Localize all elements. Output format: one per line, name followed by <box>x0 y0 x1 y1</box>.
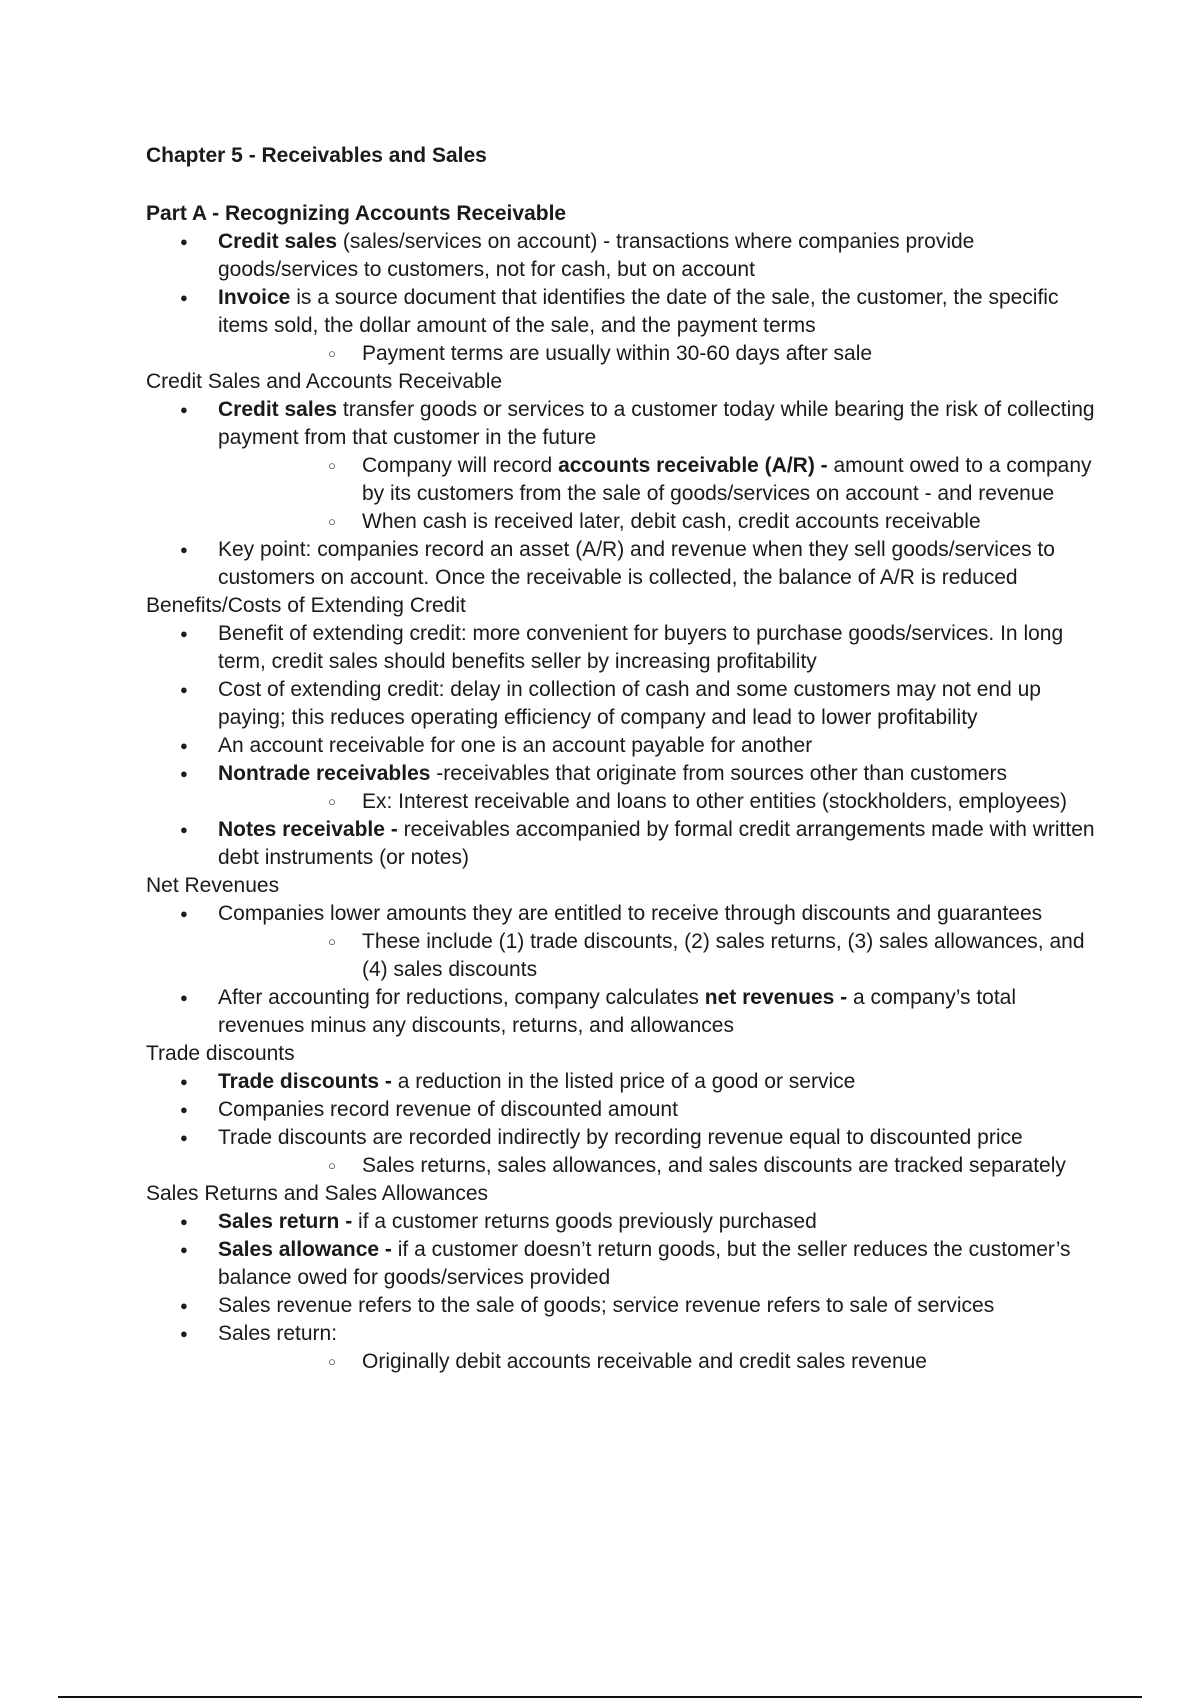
list-item-text: is a source document that identifies the date of the sale, the customer, the specific items sold, the dollar amount of the sale, and the payment terms <box>218 286 1059 337</box>
list-item <box>146 816 1106 872</box>
list-item <box>146 1068 1106 1096</box>
section-heading-benefits-costs: Benefits/Costs of Extending Credit <box>146 594 466 617</box>
sub-list-item: ○ Payment terms are usually within 30-60 days after sale <box>218 340 1106 368</box>
sub-list-item: ○ Sales returns, sales allowances, and sales discounts are tracked separately <box>218 1152 1106 1180</box>
list-item <box>146 1236 1106 1292</box>
sub-list-item-text: amount owed to a company by its customers from the sale of goods/services on account - and revenue <box>362 454 1092 505</box>
sub-list-item <box>218 452 1106 508</box>
list-item-text: After accounting for reductions, company calculates <box>218 986 705 1009</box>
sub-list <box>218 928 1106 984</box>
part-a-title: Part A - Recognizing Accounts Receivable <box>146 202 567 225</box>
list-item: ● Companies record revenue of discounted amount <box>146 1096 1106 1124</box>
list-item <box>146 1208 1106 1236</box>
list-item <box>146 1124 1106 1180</box>
list-item: ● Sales revenue refers to the sale of goods; service revenue refers to sale of services <box>146 1292 1106 1320</box>
section-heading-trade-discounts: Trade discounts <box>146 1042 295 1065</box>
sub-list <box>218 1348 1106 1376</box>
list-item-text: if a customer doesn’t return goods, but the seller reduces the customer’s balance owed for goods/services provided <box>218 1238 1071 1289</box>
list-item: ● Cost of extending credit: delay in collection of cash and some customers may not end up paying; this reduces operating efficiency of company and lead to lower profitability <box>146 676 1106 732</box>
sub-list-item: ○ When cash is received later, debit cash, credit accounts receivable <box>218 508 1106 536</box>
term-net-revenues: net revenues - <box>704 986 848 1009</box>
term-credit-sales: Credit sales <box>218 398 338 421</box>
list-item-text: a company’s total revenues minus any discounts, returns, and allowances <box>218 986 1017 1037</box>
sales-returns-list <box>146 1208 1106 1376</box>
document-page <box>146 142 1106 1376</box>
term-trade-discounts: Trade discounts - <box>218 1070 392 1093</box>
part-a-list <box>146 228 1106 368</box>
sub-list-item-text: Company will record <box>362 454 559 477</box>
list-item-text: transfer goods or services to a customer today while bearing the risk of collecting payment from that customer in the future <box>218 398 1095 449</box>
list-item <box>146 396 1106 536</box>
list-item <box>146 228 1106 284</box>
term-nontrade-receivables: Nontrade receivables <box>218 762 431 785</box>
sub-list <box>218 340 1106 368</box>
bottom-divider <box>58 1696 1142 1698</box>
term-invoice: Invoice <box>218 286 291 309</box>
credit-sales-ar-list <box>146 396 1106 592</box>
sub-list-item: ○ These include (1) trade discounts, (2) sales returns, (3) sales allowances, and (4) sales discounts <box>218 928 1106 984</box>
list-item: ● An account receivable for one is an account payable for another <box>146 732 1106 760</box>
list-item-text: a reduction in the listed price of a good or service <box>391 1070 856 1093</box>
section-heading-sales-returns: Sales Returns and Sales Allowances <box>146 1182 489 1205</box>
list-item <box>146 284 1106 368</box>
list-item-text: Companies lower amounts they are entitled to receive through discounts and guarantees <box>218 902 1043 925</box>
list-item <box>146 1320 1106 1376</box>
term-sales-return: Sales return - <box>218 1210 353 1233</box>
benefits-list <box>146 620 1106 872</box>
list-item-text: receivables accompanied by formal credit arrangements made with written debt instruments (or notes) <box>218 818 1095 869</box>
net-revenues-list <box>146 900 1106 1040</box>
section-heading-credit-sales-ar: Credit Sales and Accounts Receivable <box>146 370 503 393</box>
trade-discounts-list <box>146 1068 1106 1180</box>
chapter-title: Chapter 5 - Receivables and Sales <box>146 144 487 167</box>
list-item <box>146 900 1106 984</box>
list-item: ● Benefit of extending credit: more convenient for buyers to purchase goods/services. In long term, credit sales should benefits seller by increasing profitability <box>146 620 1106 676</box>
term-notes-receivable: Notes receivable - <box>218 818 398 841</box>
list-item-text: Trade discounts are recorded indirectly by recording revenue equal to discounted price <box>218 1126 1023 1149</box>
list-item-text: if a customer returns goods previously purchased <box>352 1210 817 1233</box>
list-item <box>146 984 1106 1040</box>
list-item <box>146 760 1106 816</box>
term-sales-allowance: Sales allowance - <box>218 1238 392 1261</box>
sub-list-item: ○ Ex: Interest receivable and loans to other entities (stockholders, employees) <box>218 788 1106 816</box>
list-item: ● Key point: companies record an asset (A/R) and revenue when they sell goods/services to customers on account. Once the receivable is collected, the balance of A/R is reduced <box>146 536 1106 592</box>
list-item-text: (sales/services on account) - transactions where companies provide goods/services to customers, not for cash, but on account <box>218 230 975 281</box>
sub-list <box>218 452 1106 536</box>
sub-list-item: ○ Originally debit accounts receivable and credit sales revenue <box>218 1348 1106 1376</box>
section-heading-net-revenues: Net Revenues <box>146 874 280 897</box>
term-accounts-receivable: accounts receivable (A/R) - <box>558 454 828 477</box>
sub-list <box>218 788 1106 816</box>
term-credit-sales: Credit sales <box>218 230 338 253</box>
sub-list <box>218 1152 1106 1180</box>
list-item-text: -receivables that originate from sources other than customers <box>430 762 1008 785</box>
list-item-text: Sales return: <box>218 1322 338 1345</box>
